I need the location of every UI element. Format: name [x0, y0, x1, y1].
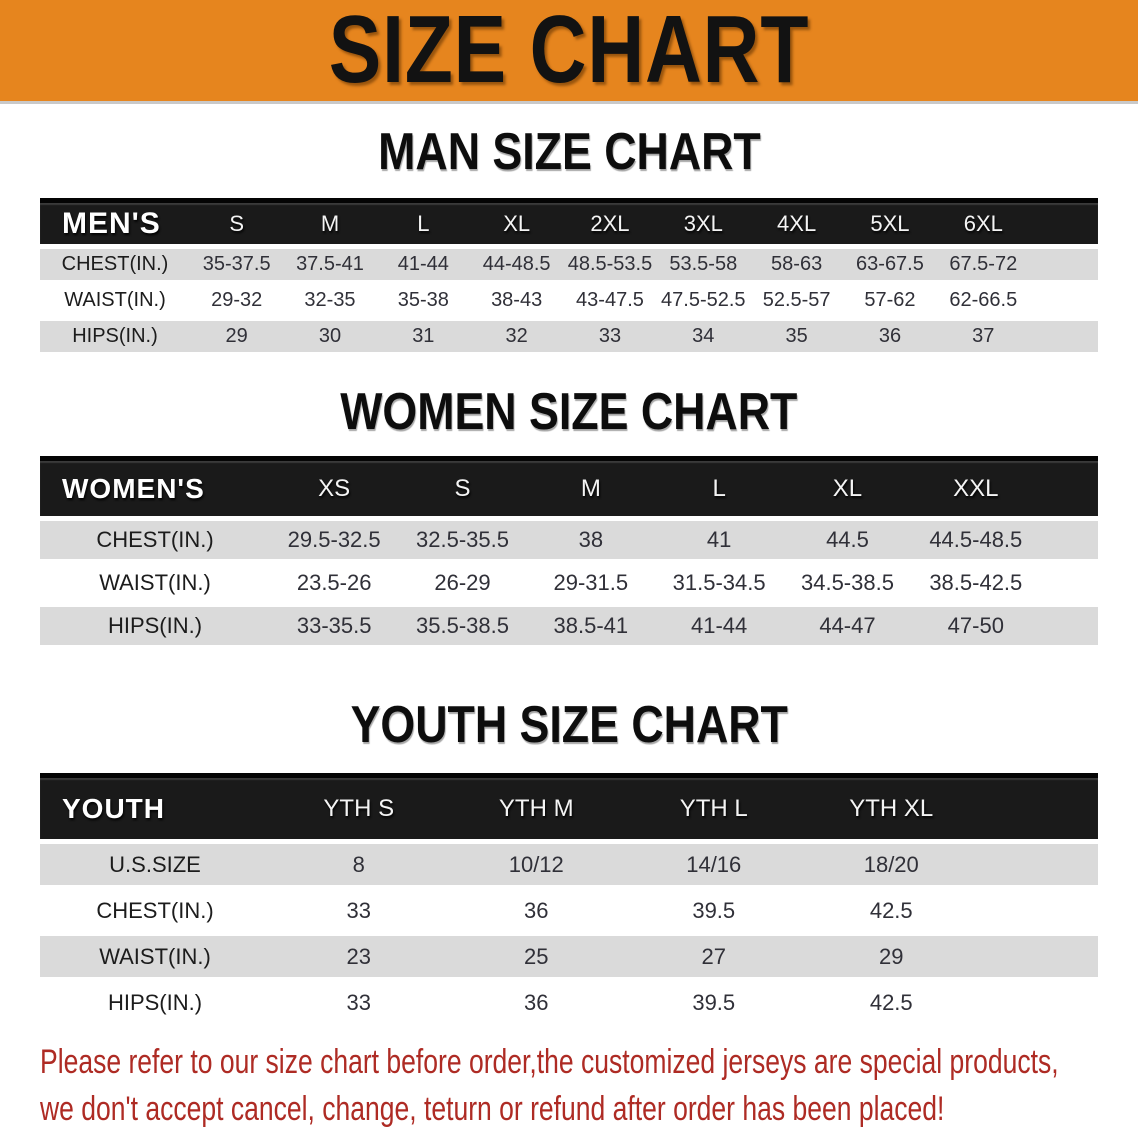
cell-value: 37.5-41 — [296, 253, 364, 275]
row-values — [190, 325, 1098, 348]
column-header: XS — [318, 474, 351, 502]
cell-value: 32 — [505, 325, 528, 347]
section-youth — [0, 696, 1138, 1023]
column-header: 4XL — [777, 210, 817, 236]
cell-value: 52.5-57 — [762, 289, 831, 311]
column-header: 2XL — [590, 210, 630, 236]
cell-value: 39.5 — [692, 897, 736, 923]
column-header: L — [417, 210, 430, 236]
cell-value: 53.5-58 — [669, 253, 738, 275]
cell-value: 39.5 — [692, 989, 736, 1015]
cell-value: 38.5-42.5 — [929, 570, 1023, 595]
row-values — [270, 944, 1098, 970]
table-header-row — [40, 773, 1098, 839]
cell-value: 35-38 — [397, 289, 449, 311]
table-row — [40, 321, 1098, 352]
youth-section-title: YOUTH SIZE CHART — [350, 696, 788, 754]
column-header: S — [229, 210, 244, 236]
cell-value: 58-63 — [771, 253, 823, 275]
cell-value: 41 — [706, 527, 732, 552]
women-size-table — [40, 456, 1098, 645]
notice-line-1: Please refer to our size chart before order,the customized jerseys are special products, — [40, 1043, 1059, 1081]
cell-value: 44.5 — [826, 527, 869, 552]
cell-value: 44-48.5 — [482, 253, 551, 275]
cell-value: 43-47.5 — [576, 289, 644, 311]
column-headers — [270, 475, 1098, 503]
banner — [0, 0, 1138, 104]
cell-value: 67.5-72 — [949, 253, 1018, 275]
cell-value: 38 — [578, 527, 604, 552]
cell-value: 44-47 — [819, 613, 876, 638]
row-label: HIPS(IN.) — [72, 325, 158, 347]
column-header: L — [712, 474, 726, 502]
table-row — [40, 890, 1098, 931]
cell-value: 8 — [352, 851, 365, 877]
column-header: M — [320, 210, 340, 236]
cell-value: 29 — [879, 943, 904, 969]
column-header: 6XL — [963, 210, 1003, 236]
cell-value: 42.5 — [869, 989, 913, 1015]
cell-value: 25 — [524, 943, 549, 969]
row-values — [190, 253, 1098, 276]
row-values — [270, 613, 1098, 639]
column-header: YTH M — [498, 794, 574, 822]
cell-value: 35.5-38.5 — [416, 613, 509, 638]
column-header: M — [580, 474, 601, 502]
cell-value: 48.5-53.5 — [567, 253, 653, 275]
table-row — [40, 936, 1098, 977]
table-header-row — [40, 456, 1098, 516]
cell-value: 14/16 — [686, 851, 742, 877]
column-header: YTH XL — [849, 794, 934, 822]
cell-value: 35 — [785, 325, 808, 347]
cell-value: 32-35 — [304, 289, 356, 311]
page-title: SIZE CHART — [328, 0, 810, 103]
cell-value: 18/20 — [863, 851, 919, 877]
cell-value: 38.5-41 — [553, 613, 629, 638]
row-values — [270, 527, 1098, 553]
youth-title-wrap — [0, 696, 1138, 754]
men-size-table — [40, 198, 1098, 352]
column-header: XL — [503, 210, 531, 236]
cell-value: 23.5-26 — [296, 570, 372, 595]
cell-value: 34.5-38.5 — [800, 570, 894, 595]
cell-value: 29 — [225, 325, 248, 347]
row-label: WAIST(IN.) — [64, 289, 166, 311]
cell-value: 30 — [318, 325, 342, 347]
notice-line-2: we don't accept cancel, change, teturn or refund after order has been placed! — [40, 1090, 945, 1128]
cell-value: 37 — [972, 325, 995, 347]
cell-value: 29.5-32.5 — [287, 527, 381, 552]
table-header-label: MEN'S — [62, 206, 161, 240]
row-values — [270, 570, 1098, 596]
row-label: U.S.SIZE — [109, 851, 201, 877]
women-section-title: WOMEN SIZE CHART — [340, 383, 798, 441]
table-row — [40, 982, 1098, 1023]
column-header: YTH L — [679, 794, 748, 822]
cell-value: 33-35.5 — [296, 613, 372, 638]
cell-value: 47-50 — [947, 613, 1004, 638]
column-headers — [270, 795, 1098, 823]
column-header: XL — [832, 474, 863, 502]
cell-value: 57-62 — [864, 289, 916, 311]
table-header-label: WOMEN'S — [62, 472, 205, 504]
cell-value: 31 — [412, 325, 435, 347]
table-row — [40, 844, 1098, 885]
cell-value: 26-29 — [434, 570, 491, 595]
table-row — [40, 564, 1098, 602]
cell-value: 63-67.5 — [856, 253, 924, 275]
cell-value: 62-66.5 — [949, 289, 1018, 311]
column-header: XXL — [953, 474, 999, 502]
table-row — [40, 285, 1098, 316]
men-section-title: MAN SIZE CHART — [377, 123, 761, 181]
column-headers — [190, 211, 1098, 237]
cell-value: 36 — [878, 325, 902, 347]
cell-value: 23 — [346, 943, 371, 969]
row-values — [270, 898, 1098, 924]
women-title-wrap — [0, 383, 1138, 441]
cell-value: 44.5-48.5 — [929, 527, 1023, 552]
youth-size-table — [40, 773, 1098, 1023]
table-row — [40, 521, 1098, 559]
column-header: 5XL — [870, 210, 910, 236]
men-title-wrap — [0, 123, 1138, 181]
row-values — [270, 990, 1098, 1016]
cell-value: 38-43 — [491, 289, 543, 311]
row-label: CHEST(IN.) — [61, 253, 169, 275]
cell-value: 10/12 — [508, 851, 564, 877]
cell-value: 47.5-52.5 — [661, 289, 746, 311]
cell-value: 31.5-34.5 — [672, 570, 766, 595]
cell-value: 41-44 — [397, 253, 449, 275]
column-header: YTH S — [323, 794, 395, 822]
cell-value: 36 — [524, 989, 549, 1015]
row-label: WAIST(IN.) — [99, 943, 211, 969]
row-label: HIPS(IN.) — [107, 613, 203, 638]
cell-value: 35-37.5 — [202, 253, 271, 275]
row-label: WAIST(IN.) — [99, 570, 211, 595]
column-header: S — [454, 474, 471, 502]
order-notice — [40, 1039, 1138, 1132]
cell-value: 34 — [692, 325, 715, 347]
cell-value: 42.5 — [869, 897, 913, 923]
row-label: CHEST(IN.) — [96, 897, 214, 923]
row-label: CHEST(IN.) — [96, 527, 214, 552]
cell-value: 41-44 — [691, 613, 748, 638]
cell-value: 27 — [701, 943, 726, 969]
table-header-row — [40, 198, 1098, 244]
charts-main — [0, 123, 1138, 1023]
cell-value: 29-32 — [211, 289, 263, 311]
column-header: 3XL — [683, 210, 723, 236]
section-women — [0, 383, 1138, 645]
cell-value: 33 — [598, 325, 622, 347]
table-row — [40, 249, 1098, 280]
row-values — [190, 289, 1098, 312]
cell-value: 32.5-35.5 — [416, 527, 509, 552]
cell-value: 29-31.5 — [553, 570, 629, 595]
table-row — [40, 607, 1098, 645]
cell-value: 36 — [524, 897, 549, 923]
cell-value: 33 — [346, 989, 371, 1015]
table-header-label: YOUTH — [62, 792, 165, 824]
cell-value: 33 — [346, 897, 371, 923]
row-label: HIPS(IN.) — [107, 989, 203, 1015]
section-men — [0, 123, 1138, 352]
row-values — [270, 852, 1098, 878]
